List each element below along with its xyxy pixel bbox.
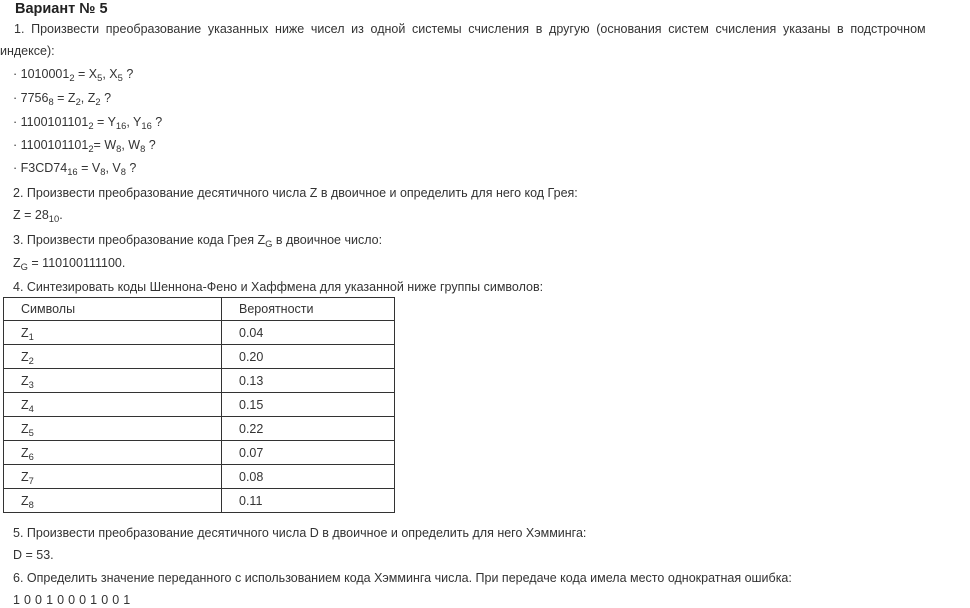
probability-cell: 0.13 [222, 369, 395, 393]
task1-item: · $F3CD74_{16} = V_8$, $V_8$ ? [13, 161, 137, 177]
symbol-cell: $Z_3$ [4, 369, 222, 393]
table-row [4, 441, 395, 465]
table-row [4, 393, 395, 417]
table-row [4, 369, 395, 393]
task1-item: · $1010001_2 = X_5$, $X_5$ ? [13, 67, 134, 83]
header-symbols: Символы [4, 298, 222, 321]
table-header-row [4, 298, 395, 321]
probability-cell: 0.04 [222, 321, 395, 345]
symbol-cell: $Z_7$ [4, 465, 222, 489]
probability-cell: 0.08 [222, 465, 395, 489]
symbol-cell: $Z_8$ [4, 489, 222, 513]
task3-value: $Z_G = 110100111100$. [13, 256, 126, 272]
probability-cell: 0.22 [222, 417, 395, 441]
task6-value: 1 0 0 1 0 0 0 1 0 0 1 [13, 593, 131, 607]
symbol-cell: $Z_1$ [4, 321, 222, 345]
task5-text: 5. Произвести преобразование десятичного числа D в двоичное и определить для него Хэмминга: [13, 526, 587, 540]
symbol-cell: $Z_2$ [4, 345, 222, 369]
table-row [4, 345, 395, 369]
symbol-cell: $Z_4$ [4, 393, 222, 417]
symbols-table [3, 297, 395, 513]
task3-text: 3. Произвести преобразование кода Грея $Z_G$ в двоичное число: [13, 233, 383, 249]
task1-text: 1. Произвести преобразование указанных ниже чисел из одной системы счисления в другую (основания систем счисления указаны в подстрочном [14, 22, 926, 36]
probability-cell: 0.20 [222, 345, 395, 369]
task1-item: · $1100101101_2 = Y_{16}$, $Y_{16}$ ? [13, 115, 163, 131]
task2-text: 2. Произвести преобразование десятичного числа Z в двоичное и определить для него код Грея: [13, 186, 578, 200]
symbol-cell: $Z_5$ [4, 417, 222, 441]
probability-cell: 0.15 [222, 393, 395, 417]
task1-item: · $1100101101_2= W_8$, $W_8$ ? [13, 138, 156, 154]
task5-value: D = 53. [13, 548, 54, 562]
header-probabilities: Вероятности [222, 298, 395, 321]
table-row [4, 465, 395, 489]
variant-title: Вариант № 5 [15, 1, 108, 17]
task1-text-cont: индексе): [0, 44, 55, 58]
table-row [4, 489, 395, 513]
table-row [4, 321, 395, 345]
probability-cell: 0.11 [222, 489, 395, 513]
probability-cell: 0.07 [222, 441, 395, 465]
task1-item: · $7756_8 = Z_2$, $Z_2$ ? [13, 91, 112, 107]
symbol-cell: $Z_6$ [4, 441, 222, 465]
task4-text: 4. Синтезировать коды Шеннона-Фено и Хаффмена для указанной ниже группы символов: [13, 280, 544, 294]
task2-value: $Z = 28_{10}$. [13, 208, 63, 224]
table-row [4, 417, 395, 441]
task6-text: 6. Определить значение переданного с использованием кода Хэмминга числа. При передаче кода имела место однократная ошибка: [13, 571, 792, 585]
